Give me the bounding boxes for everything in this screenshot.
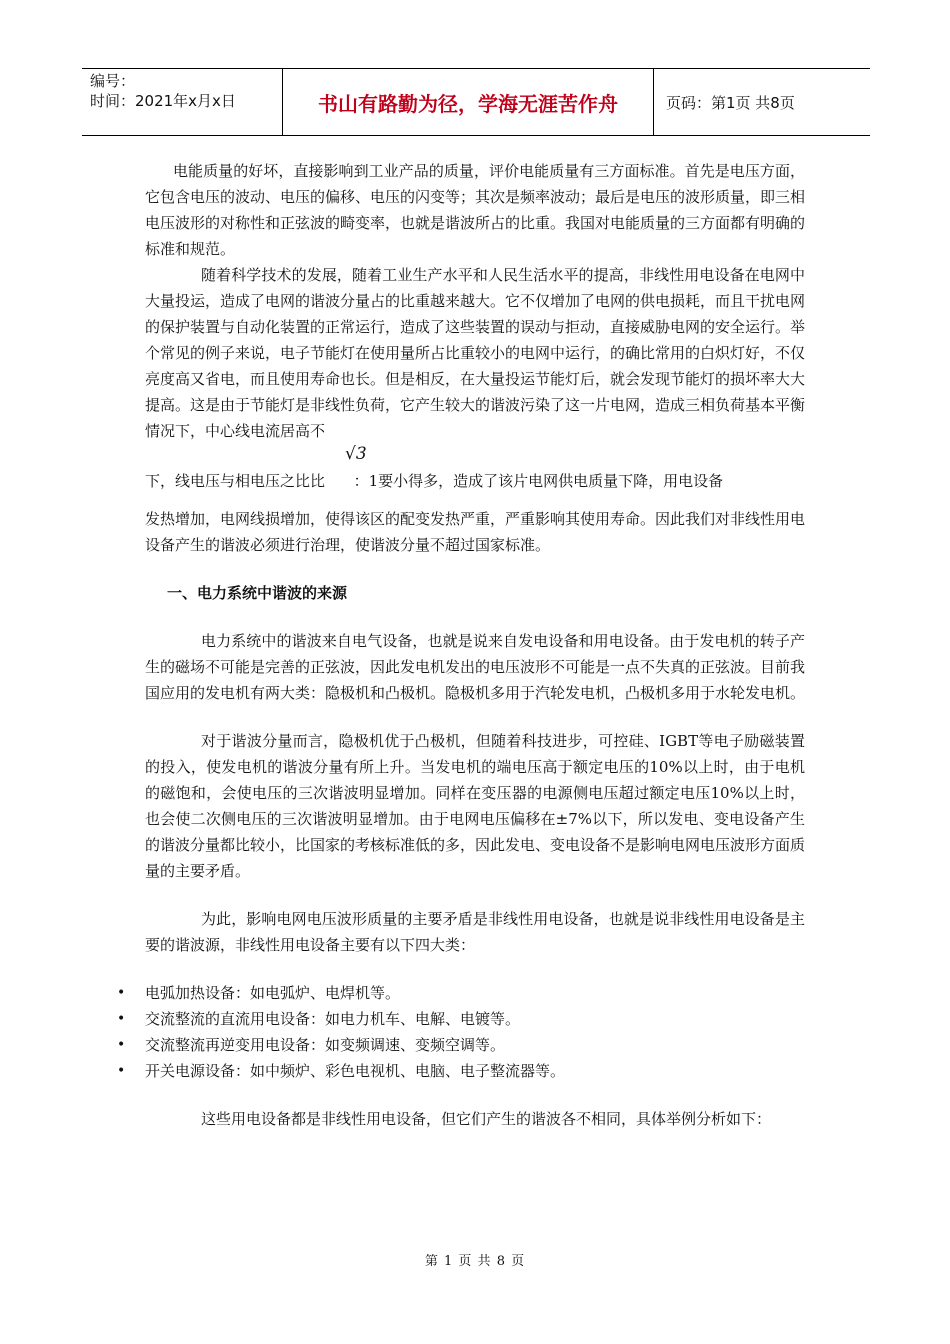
page-header [82,68,870,136]
paragraph-4: 对于谐波分量而言，隐极机优于凸极机，但随着科技进步，可控硅、IGBT等电子励磁装置的投入，使发电机的谐波分量有所上升。当发电机的端电压高于额定电压的10%以上时，由于电机的磁饱和，会使电压的三次谐波明显增加。同样在变压器的电源侧电压超过额定电压10%以上时，也会使二次侧电压的三次谐波明显增加。由于电网电压偏移在±7%以下，所以发电、变电设备产生的谐波分量都比较小，比国家的考核标准低的多，因此发电、变电设备不是影响电网电压波形方面质量的主要矛盾。 [145,732,806,880]
formula-row [145,444,805,468]
header-left-cell [82,69,283,135]
paragraph-5: 为此，影响电网电压波形质量的主要矛盾是非线性用电设备，也就是说非线性用电设备是主要的谐波源，非线性用电设备主要有以下四大类： [145,910,805,954]
section-heading-1: 一、电力系统中谐波的来源 [167,584,348,602]
sqrt-three-formula: √3 [345,444,367,464]
header-motto: 书山有路勤为径，学海无涯苦作舟 [283,69,654,135]
paragraph-2: 随着科学技术的发展，随着工业生产水平和人民生活水平的提高，非线性用电设备在电网中大量投运，造成了电网的谐波分量占的比重越来越大。它不仅增加了电网的供电损耗，而且干扰电网的保护装置与自动化装置的正常运行，造成了这些装置的误动与拒动，直接威胁电网的安全运行。举个常见的例子来说，电子节能灯在使用量所占比重较小的电网中运行，的确比常用的白炽灯好，不仅亮度高又省电，而且使用寿命也长。但是相反，在大量投运节能灯后，就会发现节能灯的损坏率大大提高。这是由于节能灯是非线性负荷，它产生较大的谐波污染了这一片电网，造成三相负荷基本平衡情况下，中心线电流居高不 [145,266,806,440]
page-footer: 第 1 页 共 8 页 [424,1254,526,1269]
serial-label: 编号： [90,72,136,90]
bullet-icon: • [117,1011,126,1027]
list-item: • 开关电源设备：如中频炉、彩色电视机、电脑、电子整流器等。 [117,1058,805,1084]
bullet-icon: • [117,1063,126,1079]
paragraph-1: 电能质量的好坏，直接影响到工业产品的质量，评价电能质量有三方面标准。首先是电压方面，它包含电压的波动、电压的偏移、电压的闪变等；其次是频率波动；最后是电压的波形质量，即三相电压波形的对称性和正弦波的畸变率，也就是谐波所占的比重。我国对电能质量的三方面都有明确的标准和规范。 [145,162,806,258]
header-page-info: 页码：第1页 共8页 [666,93,795,112]
paragraph-6: 这些用电设备都是非线性用电设备，但它们产生的谐波各不相同，具体举例分析如下： [201,1110,772,1128]
list-item: • 交流整流的直流用电设备：如电力机车、电解、电镀等。 [117,1006,805,1032]
bullet-icon: • [117,985,126,1001]
paragraph-2-end: 发热增加，电网线损增加，使得该区的配变发热严重，严重影响其使用寿命。因此我们对非线性用电设备产生的谐波必须进行治理，使谐波分量不超过国家标准。 [145,510,806,554]
time-label: 时间：2021年x月x日 [90,92,236,110]
paragraph-2-ratio-line: 下，线电压与相电压之比比 ：1要小得多，造成了该片电网供电质量下降，用电设备 [145,472,724,490]
list-item: • 电弧加热设备：如电弧炉、电焊机等。 [117,980,805,1006]
document-body [117,158,806,1132]
list-item: • 交流整流再逆变用电设备：如变频调速、变频空调等。 [117,1032,805,1058]
device-list [117,980,805,1084]
bullet-icon: • [117,1037,126,1053]
paragraph-3: 电力系统中的谐波来自电气设备，也就是说来自发电设备和用电设备。由于发电机的转子产生的磁场不可能是完善的正弦波，因此发电机发出的电压波形不可能是一点不失真的正弦波。目前我国应用的发电机有两大类：隐极机和凸极机。隐极机多用于汽轮发电机，凸极机多用于水轮发电机。 [145,632,806,702]
